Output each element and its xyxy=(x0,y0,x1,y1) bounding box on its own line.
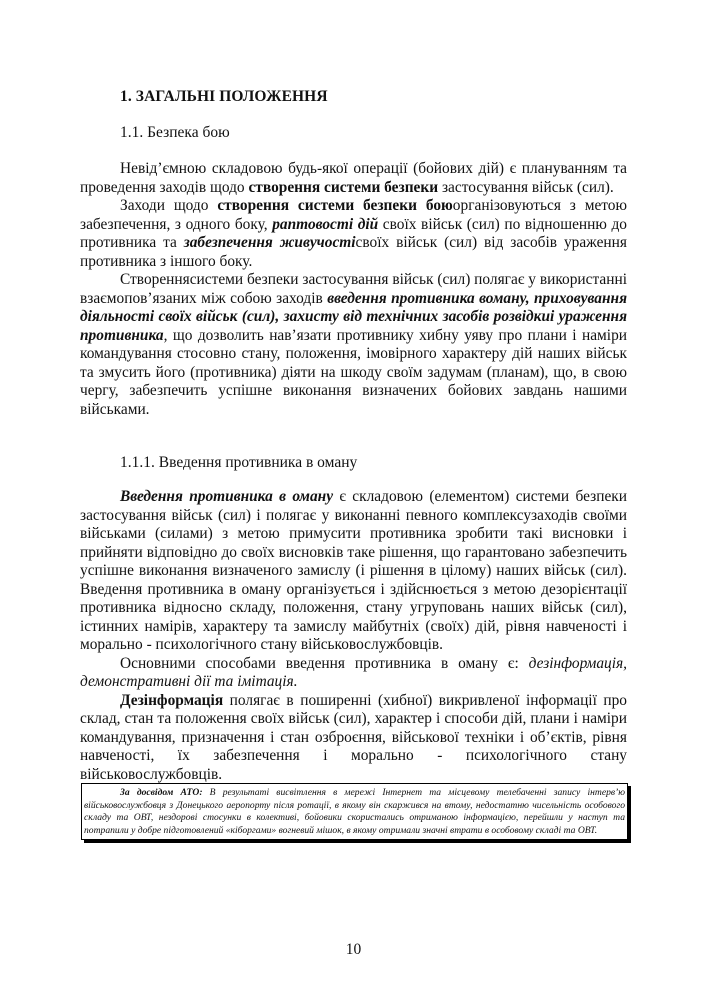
text-run: полягає в поширенні (хибної) викривленої інформації про склад, стан та положення своїх військ (сил), характер і способи дій, плани і наміри командування, призначення і стан озброєння, військової техніки і об’єктів, рівня навченості, їх забезпечення і морально - психологічного стану військовослужбовців. xyxy=(80,691,627,783)
bold-term: створення системи безпеки бою xyxy=(217,197,453,214)
text-run: Створеннясистеми безпеки застосування військ (сил) полягає у використанні взаємопов’язаних між собою заходів xyxy=(80,271,627,307)
text-run: Заходи щодо xyxy=(120,197,218,214)
bold-term: Дезінформація xyxy=(120,691,224,709)
page-number: 10 xyxy=(345,941,362,958)
text-run: , що дозволить нав’язати противнику хибну уяву про плани і наміри командування стосовно стану, положення, імовірного характеру дій наших військ та змусить його (противника) діяти на шкоду своїм задумам (планам), що, в свою чергу, забезпечить успішне виконання визначених бойових завдань нашими військами. xyxy=(80,326,627,418)
bold-italic-term: введення противника воману, приховування діяльності своїх військ (сил), захисту від технічних засобів розвідкиі ураження противника xyxy=(80,289,627,344)
text-run: Основними способами введення противника в оману є: xyxy=(120,654,529,672)
text-run: організовуються з метою забезпечення, з одного боку, xyxy=(80,197,627,233)
bold-italic-term: раптовості дій xyxy=(272,215,379,233)
note-paragraph xyxy=(84,787,625,837)
subsection-heading: 1.1. Безпека бою xyxy=(120,124,230,141)
note-text: В результаті висвітлення в мережі Інтернет та місцевому телебаченні запису інтерв’ю військовослужбовця з Донецького аеропорту після ротації, в якому він скаржився на втому, недостатню чисельність особового складу та ОВТ, нездорові стосунки в колективі, бойовики скористались отриманою інформацією, перейшли у наступ та потрапили у добре підготовлений «кіборгами» вогневий мішок, в якому отримали значні втрати в особовому складі та ОВТ. xyxy=(84,787,625,836)
bold-term: створення системи безпеки xyxy=(248,178,439,196)
paragraph-6 xyxy=(80,692,627,785)
body-text-block-2 xyxy=(80,488,627,784)
body-text-block-1 xyxy=(80,160,627,419)
note-label: За досвідом АТО: xyxy=(120,787,203,798)
paragraph-4 xyxy=(80,488,627,655)
italic-term: дезінформація, демонстративні дії та імітація. xyxy=(80,654,627,690)
subsubsection-heading: 1.1.1. Введення противника в оману xyxy=(120,454,358,471)
paragraph-5 xyxy=(80,655,627,692)
text-run: своїх військ (сил) по відношенню до противника та xyxy=(80,215,628,251)
section-heading: 1. ЗАГАЛЬНІ ПОЛОЖЕННЯ xyxy=(120,88,328,105)
text-run: своїх військ (сил) від засобів ураження противника з іншого боку. xyxy=(80,234,627,270)
bold-italic-term: Введення противника в оману xyxy=(120,488,334,505)
paragraph-2 xyxy=(80,197,627,271)
text-run: застосування військ (сил). xyxy=(438,178,614,196)
paragraph-1 xyxy=(80,160,627,197)
text-run: є складовою (елементом) системи безпеки застосування військ (сил) і полягає у виконанні певного комплексузаходів своїми військами (силами) з метою примусити противника зробити такі висновки і прийняти відповідно до своїх висновків таке рішення, що гарантовано забезпечить успішне виконання визначеного замислу (і рішення в цілому) наших військ (сил). Введення противника в оману організується і здійснюється з метою дезорієнтації противника відносно складу, положення, стану угруповань наших військ (сил), істинних намірів, характеру та замислу майбутніх (своїх) дій, рівня навченості і морально - психологічного стану військовослужбовців. xyxy=(80,488,627,653)
paragraph-3 xyxy=(80,271,627,419)
text-run: Невід’ємною складовою будь-якої операції (бойових дій) є плануванням та проведення заходів щодо xyxy=(80,160,627,196)
bold-italic-term: забезпечення живучості xyxy=(183,234,356,251)
ato-experience-note xyxy=(81,783,628,840)
